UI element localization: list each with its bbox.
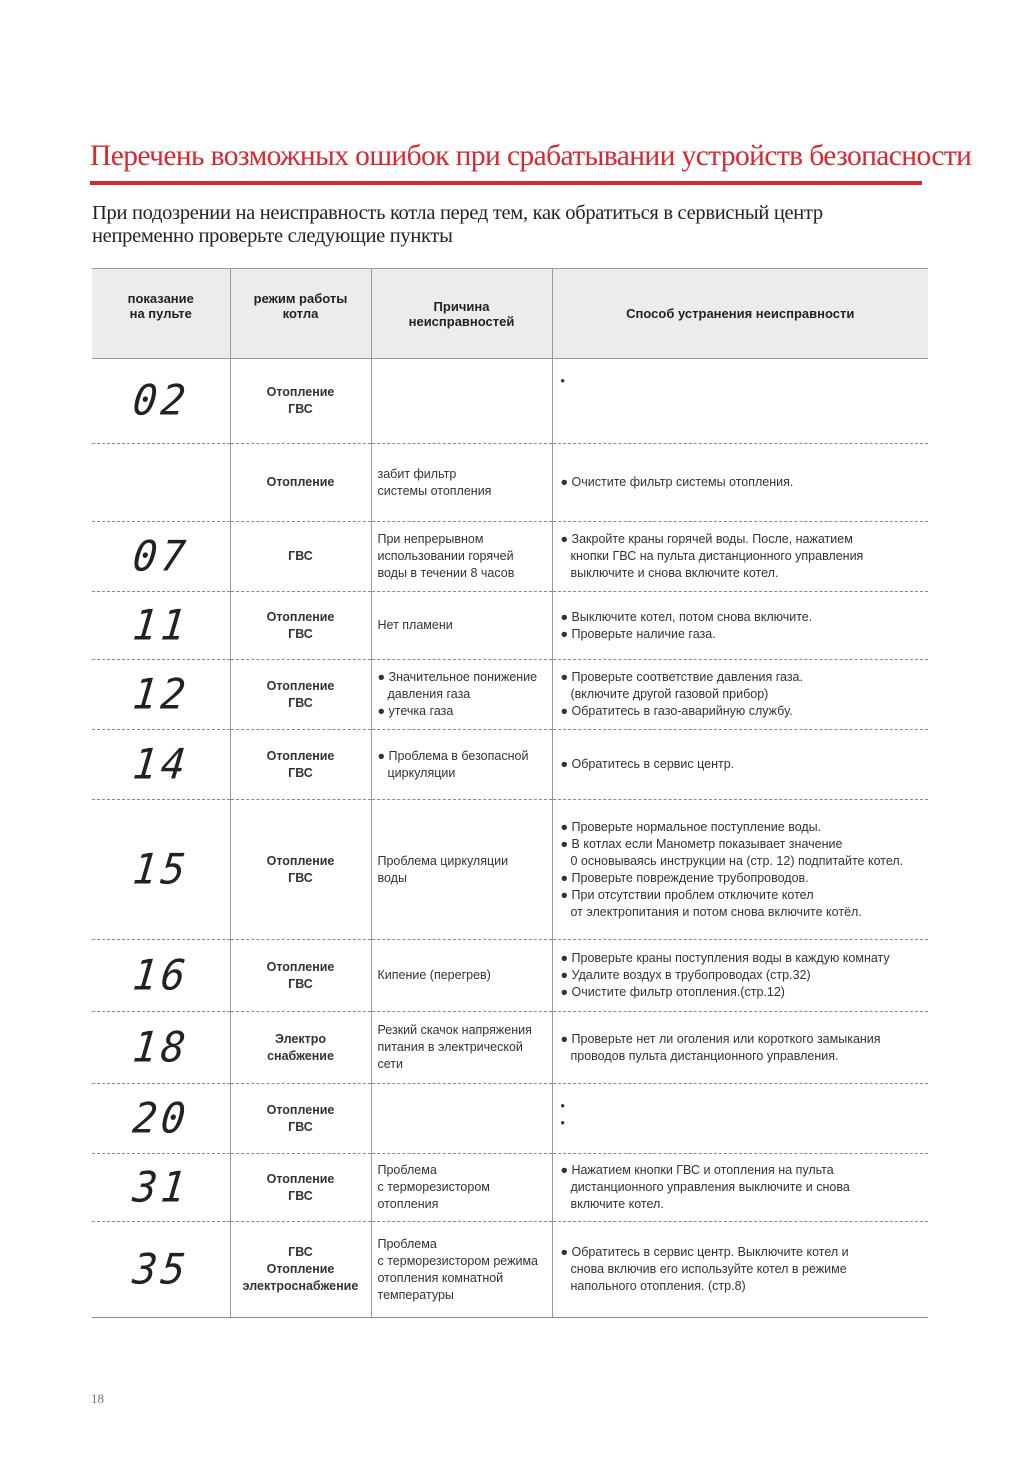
cause-line: системы отопления [377, 483, 492, 498]
table-row [92, 359, 928, 444]
fix-line: ● Закройте краны горячей воды. После, нажатием [560, 532, 853, 546]
title-underline [90, 181, 922, 185]
fix-line: кнопки ГВС на пульта дистанционного управления [570, 549, 864, 563]
fix-line: ● Обратитесь в сервис центр. [560, 757, 735, 771]
mode-line: Отопление [266, 853, 335, 868]
cause-cell [371, 940, 552, 1012]
error-code-cell [92, 1154, 230, 1222]
fix-line: 0 основываясь инструкции на (стр. 12) подпитайте котел. [570, 853, 904, 868]
header-display-line2: на пульте [129, 306, 192, 321]
mode-cell [230, 1084, 371, 1154]
cause-line: с терморезистором режима [377, 1253, 539, 1268]
table-row [92, 1012, 928, 1084]
mode-line: Отопление [266, 385, 335, 399]
cause-line: давления газа [387, 687, 471, 701]
header-fix: Способ устранения неисправности [552, 269, 928, 359]
error-code-display: 35 [130, 1245, 192, 1294]
fix-cell [552, 1154, 928, 1222]
page-number: 18 [91, 1391, 104, 1406]
mode-cell [230, 1012, 371, 1084]
table-row [92, 1154, 928, 1222]
table-row [92, 800, 928, 940]
fix-line: • [560, 1099, 565, 1113]
header-cause-line2: неисправностей [408, 313, 515, 329]
mode-cell [230, 1222, 371, 1318]
cause-line: отопления комнатной [377, 1270, 504, 1285]
fix-line: ● Проверьте повреждение трубопроводов. [560, 870, 809, 885]
cause-line: Проблема [377, 1236, 437, 1251]
cause-line: температуры [377, 1287, 454, 1302]
mode-line: Отопление [266, 1262, 335, 1276]
table-row [92, 444, 928, 522]
header-display-line1: показание [127, 291, 194, 306]
fix-line: ● В котлах если Манометр показывает значение [560, 836, 843, 851]
cause-line: Нет пламени [377, 618, 453, 632]
mode-line: Отопление [266, 748, 335, 763]
error-code-display: 20 [130, 1094, 192, 1143]
fix-cell [552, 660, 928, 730]
mode-line: Отопление [266, 959, 335, 974]
cause-cell [371, 592, 552, 660]
mode-line: ГВС [288, 1245, 313, 1259]
header-mode-line1: режим работы [253, 291, 348, 306]
fix-cell [552, 522, 928, 592]
error-code-cell [92, 1222, 230, 1318]
mode-line: ГВС [288, 695, 313, 710]
mode-line: ГВС [288, 765, 313, 780]
error-code-display: 12 [130, 670, 192, 719]
table-row [92, 1084, 928, 1154]
mode-line: ГВС [288, 870, 313, 885]
mode-cell [230, 522, 371, 592]
cause-line: воды [377, 870, 407, 885]
mode-cell [230, 359, 371, 444]
subtitle-line-1: При подозрении на неисправность котла перед тем, как обратиться в сервисный центр [92, 202, 823, 224]
error-code-cell [92, 359, 230, 444]
error-code-cell [92, 592, 230, 660]
cause-line: Резкий скачок напряжения [377, 1023, 532, 1037]
page-title: Перечень возможных ошибок при срабатывании устройств безопасности [90, 140, 972, 172]
table-header-row [92, 269, 928, 359]
cause-cell [371, 730, 552, 800]
fix-cell [552, 1012, 928, 1084]
fix-line: проводов пульта дистанционного управления. [570, 1048, 839, 1063]
mode-line: ГВС [288, 549, 313, 563]
fix-line: ● Обратитесь в сервис центр. Выключите котел и [560, 1245, 849, 1259]
cause-line: Проблема циркуляции [377, 853, 509, 868]
fix-cell [552, 359, 928, 444]
cause-cell [371, 522, 552, 592]
cause-cell [371, 660, 552, 730]
mode-line: Отопление [266, 609, 335, 624]
fix-line: ● Проверьте соответствие давления газа. [560, 670, 803, 684]
cause-line: При непрерывном [377, 532, 484, 546]
error-code-cell [92, 1012, 230, 1084]
fix-line: дистанционного управления выключите и снова [570, 1180, 850, 1194]
fix-line: ● При отсутствии проблем отключите котел [560, 887, 814, 902]
cause-line: использовании горячей [377, 549, 514, 563]
cause-line: циркуляции [387, 765, 456, 780]
fix-cell [552, 940, 928, 1012]
fix-line: ● Проверьте нормальное поступление воды. [560, 819, 822, 834]
fix-line: ● Нажатием кнопки ГВС и отопления на пульта [560, 1163, 834, 1177]
error-code-cell [92, 800, 230, 940]
fix-line: ● Выключите котел, потом снова включите. [560, 609, 813, 624]
subtitle [92, 202, 932, 248]
fix-cell [552, 1222, 928, 1318]
cause-line: ● утечка газа [377, 704, 454, 718]
fix-cell [552, 800, 928, 940]
mode-line: снабжение [267, 1048, 334, 1063]
mode-line: ГВС [288, 402, 313, 416]
fix-line: ● Удалите воздух в трубопроводах (стр.32) [560, 968, 811, 982]
fix-line: ● Проверьте нет ли оголения или короткого замыкания [560, 1031, 881, 1046]
cause-line: забит фильтр [377, 466, 457, 481]
mode-line: Отопление [266, 678, 335, 693]
fix-cell [552, 730, 928, 800]
error-code-display: 11 [130, 601, 192, 650]
error-code-cell [92, 444, 230, 522]
fix-line: ● Очистите фильтр отопления.(стр.12) [560, 985, 785, 999]
cause-line: Проблема [377, 1163, 437, 1177]
cause-line: отопления [377, 1197, 439, 1211]
cause-line: ● Значительное понижение [377, 670, 538, 684]
mode-line: ГВС [288, 626, 313, 641]
subtitle-line-2: непременно проверьте следующие пункты [92, 225, 453, 247]
fix-line: напольного отопления. (стр.8) [570, 1279, 746, 1293]
error-code-display: 14 [130, 740, 192, 789]
table-row [92, 1222, 928, 1318]
header-display [92, 269, 230, 359]
error-code-display: 31 [130, 1163, 192, 1212]
header-mode [230, 269, 371, 359]
mode-line: Отопление [266, 1171, 335, 1186]
mode-line: электроснабжение [242, 1279, 359, 1293]
fix-line: ● Обратитесь в газо-аварийную службу. [560, 704, 793, 718]
header-cause [371, 269, 552, 359]
mode-line: Отопление [266, 1102, 335, 1117]
mode-cell [230, 592, 371, 660]
cause-line: Кипение (перегрев) [377, 968, 491, 982]
error-code-display: 18 [130, 1023, 192, 1072]
fix-cell [552, 444, 928, 522]
fix-line: выключите и снова включите котел. [570, 566, 779, 580]
mode-line: ГВС [288, 976, 313, 991]
mode-line: Электро [275, 1031, 326, 1046]
mode-cell [230, 800, 371, 940]
fix-line: снова включив его используйте котел в режиме [570, 1262, 847, 1276]
mode-cell [230, 660, 371, 730]
error-code-display: 07 [130, 532, 192, 581]
mode-cell [230, 444, 371, 522]
cause-line: ● Проблема в безопасной [377, 748, 529, 763]
mode-line: ГВС [288, 1119, 313, 1134]
cause-cell [371, 444, 552, 522]
cause-cell [371, 1084, 552, 1154]
table-body [92, 359, 928, 1318]
header-cause-line1: Причина [433, 298, 490, 314]
fix-line: • [560, 374, 565, 388]
mode-cell [230, 730, 371, 800]
error-codes-table [92, 268, 928, 1318]
error-code-display: 16 [130, 951, 192, 1000]
fix-line: • [560, 1116, 565, 1130]
mode-line: Отопление [266, 475, 335, 489]
fix-line: (включите другой газовой прибор) [570, 687, 769, 701]
error-code-cell [92, 660, 230, 730]
cause-cell [371, 359, 552, 444]
cause-line: с терморезистором [377, 1180, 490, 1194]
table-row [92, 660, 928, 730]
cause-cell [371, 1154, 552, 1222]
mode-line: ГВС [288, 1188, 313, 1203]
table-row [92, 522, 928, 592]
header-mode-line2: котла [282, 306, 319, 321]
fix-line: ● Проверьте наличие газа. [560, 626, 716, 641]
table-row [92, 940, 928, 1012]
mode-cell [230, 1154, 371, 1222]
cause-line: сети [377, 1057, 403, 1071]
cause-cell [371, 1222, 552, 1318]
fix-cell [552, 592, 928, 660]
cause-line: питания в электрической [377, 1040, 523, 1054]
fix-cell [552, 1084, 928, 1154]
cause-cell [371, 1012, 552, 1084]
error-code-cell [92, 940, 230, 1012]
error-code-display: 02 [130, 376, 192, 426]
error-code-display: 15 [130, 845, 192, 894]
cause-cell [371, 800, 552, 940]
fix-line: ● Очистите фильтр системы отопления. [560, 475, 794, 489]
error-code-cell [92, 522, 230, 592]
cause-line: воды в течении 8 часов [377, 566, 515, 580]
error-code-cell [92, 1084, 230, 1154]
table-row [92, 592, 928, 660]
fix-line: включите котел. [570, 1197, 664, 1211]
mode-cell [230, 940, 371, 1012]
fix-line: от электропитания и потом снова включите котёл. [570, 904, 862, 919]
table-row [92, 730, 928, 800]
fix-line: ● Проверьте краны поступления воды в каждую комнату [560, 951, 890, 965]
error-code-cell [92, 730, 230, 800]
